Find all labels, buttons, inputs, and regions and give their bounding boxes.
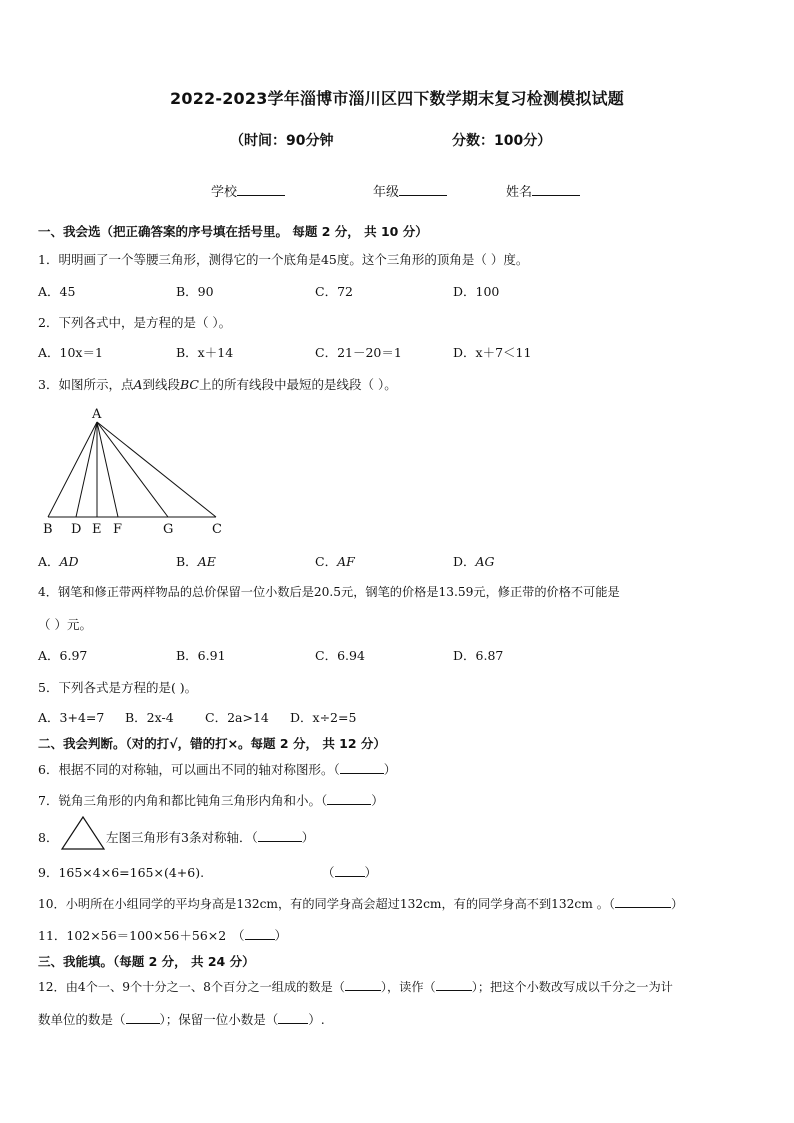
q9-text: 9．165×4×6=165×(4+6). <box>38 865 205 880</box>
q8-number: 8． <box>38 830 59 845</box>
q8-answer-blank[interactable] <box>258 829 302 842</box>
q11-text: 11．102×56＝100×56＋56×2 <box>38 928 227 943</box>
q12-line2 <box>38 1010 325 1028</box>
q4-option-a[interactable]: A．6.97 <box>38 648 88 663</box>
q3-point: A <box>133 377 143 392</box>
q3-option-c-letter: C． <box>315 554 338 569</box>
q12-line2-part3: ）. <box>308 1012 325 1027</box>
q9-answer-blank[interactable] <box>335 864 365 877</box>
q3-option-a[interactable] <box>38 552 79 570</box>
q2-option-b[interactable]: B．x＋14 <box>176 345 234 360</box>
q4-text-line2: （ ）元。 <box>38 617 92 632</box>
page-title: 2022-2023学年淄博市淄川区四下数学期末复习检测模拟试题 <box>170 89 624 108</box>
q3-option-b-letter: B． <box>176 554 198 569</box>
label-e: E <box>92 522 102 537</box>
q10-answer-blank[interactable] <box>615 895 671 908</box>
grade-blank[interactable] <box>399 183 447 196</box>
q1-option-d[interactable]: D．100 <box>453 284 500 299</box>
q8-triangle-figure <box>60 814 106 852</box>
q3-option-c-value: AF <box>337 554 355 569</box>
q3-text-before: 3．如图所示，点 <box>38 377 134 392</box>
q8-statement: 左图三角形有3条对称轴．（ <box>106 830 258 845</box>
q3-option-b[interactable] <box>176 552 216 570</box>
school-blank[interactable] <box>237 183 285 196</box>
q1-option-a[interactable]: A．45 <box>38 284 76 299</box>
q9-close-paren: ） <box>364 865 378 880</box>
q2-text: 2．下列各式中，是方程的是（ ）。 <box>38 315 232 330</box>
q4-option-d[interactable]: D．6.87 <box>453 648 504 663</box>
q5-option-d[interactable]: D．x÷2=5 <box>290 710 357 725</box>
label-g: G <box>163 522 174 537</box>
exam-time: （时间：90分钟 <box>230 133 334 149</box>
q1-option-c[interactable]: C．72 <box>315 284 353 299</box>
q1-option-b[interactable]: B．90 <box>176 284 214 299</box>
label-d: D <box>71 522 82 537</box>
name-field <box>506 181 580 200</box>
q7-text <box>38 791 384 809</box>
q4-text-line1: 4．钢笔和修正带两样物品的总价保留一位小数后是20.5元，钢笔的价格是13.59元，修正带的价格不可能是 <box>38 585 620 599</box>
q6-statement: 6．根据不同的对称轴，可以画出不同的轴对称图形。（ <box>38 762 340 777</box>
q3-segment: BC <box>180 377 199 392</box>
grade-label: 年级 <box>373 185 400 200</box>
school-label: 学校 <box>211 185 238 200</box>
section1-heading: 一、我会选（把正确答案的序号填在括号里。 每题 2 分， 共 10 分） <box>38 224 428 239</box>
q5-option-a[interactable]: A．3+4=7 <box>38 710 105 725</box>
segment-ab <box>48 422 97 517</box>
q12-line1-part1: 12．由4个一、9个十分之一、8个百分之一组成的数是（ <box>38 980 345 994</box>
q3-option-a-value: AD <box>59 554 79 569</box>
q12-blank-rounded[interactable] <box>278 1011 308 1024</box>
q11-answer: （ ） <box>232 928 288 943</box>
segment-ad <box>76 422 97 517</box>
q3-option-b-value: AE <box>197 554 216 569</box>
q7-statement: 7．锐角三角形的内角和都比钝角三角形内角和小。（ <box>38 793 328 808</box>
section2-heading: 二、我会判断。（对的打√，错的打×。每题 2 分， 共 12 分） <box>38 736 386 751</box>
q12-blank-number[interactable] <box>345 978 381 991</box>
q3-option-d-letter: D． <box>453 554 476 569</box>
q7-close-paren: ） <box>371 793 384 808</box>
q3-text <box>38 375 397 393</box>
q12-line2-part2: ）；保留一位小数是（ <box>159 1012 279 1027</box>
q12-line1 <box>38 978 673 995</box>
label-c: C <box>212 522 222 537</box>
label-a: A <box>92 407 102 422</box>
q2-option-c[interactable]: C．21－20＝1 <box>315 345 402 360</box>
exam-score: 分数：100分） <box>452 133 552 149</box>
q12-blank-reading[interactable] <box>436 978 472 991</box>
q2-option-a[interactable]: A．10x＝1 <box>38 345 103 360</box>
q3-option-d[interactable] <box>453 552 495 570</box>
q12-blank-thousandths[interactable] <box>126 1011 160 1024</box>
name-blank[interactable] <box>532 183 580 196</box>
q3-text-after: 上的所有线段中最短的是线段（ ）。 <box>199 377 397 392</box>
q12-line2-part1: 数单位的数是（ <box>38 1012 126 1027</box>
q6-answer-blank[interactable] <box>340 761 384 774</box>
q2-option-d[interactable]: D．x＋7＜11 <box>453 345 532 360</box>
school-field <box>211 181 285 200</box>
q5-text: 5．下列各式是方程的是( )。 <box>38 680 198 695</box>
label-f: F <box>113 522 123 537</box>
section3-heading: 三、我能填。（每题 2 分， 共 24 分） <box>38 954 255 969</box>
q3-text-mid: 到线段 <box>142 377 181 392</box>
q5-option-b[interactable]: B．2x-4 <box>125 710 174 725</box>
q7-answer-blank[interactable] <box>327 792 371 805</box>
label-b: B <box>43 522 53 537</box>
q4-option-c[interactable]: C．6.94 <box>315 648 365 663</box>
grade-field <box>373 181 447 200</box>
q3-option-d-value: AG <box>475 554 495 569</box>
q5-option-c[interactable]: C．2a>14 <box>205 710 269 725</box>
q3-option-c[interactable] <box>315 552 355 570</box>
q6-close-paren: ） <box>383 762 397 777</box>
q3-triangle-figure <box>38 404 238 539</box>
q10-text <box>38 895 683 912</box>
q12-line1-part2: ），读作（ <box>380 980 436 994</box>
q10-statement: 10．小明所在小组同学的平均身高是132cm，有的同学身高会超过132cm，有的同学身高不到132cm 。（ <box>38 897 615 911</box>
q1-text: 1．明明画了一个等腰三角形，测得它的一个底角是45度。这个三角形的顶角是（ ）度。 <box>38 252 529 267</box>
q9-answer: （ ） <box>322 865 378 880</box>
q10-close-paren: ） <box>670 897 684 911</box>
q4-option-b[interactable]: B．6.91 <box>176 648 226 663</box>
q8-close-paren: ） <box>301 830 315 845</box>
q3-option-a-letter: A． <box>38 554 60 569</box>
q6-text <box>38 760 396 778</box>
q12-line1-part3: ）；把这个小数改写成以千分之一为计 <box>471 980 673 994</box>
q8-text <box>106 828 314 846</box>
q11-answer-blank[interactable] <box>245 927 275 940</box>
name-label: 姓名 <box>506 185 533 200</box>
q11-close-paren: ） <box>274 928 288 943</box>
